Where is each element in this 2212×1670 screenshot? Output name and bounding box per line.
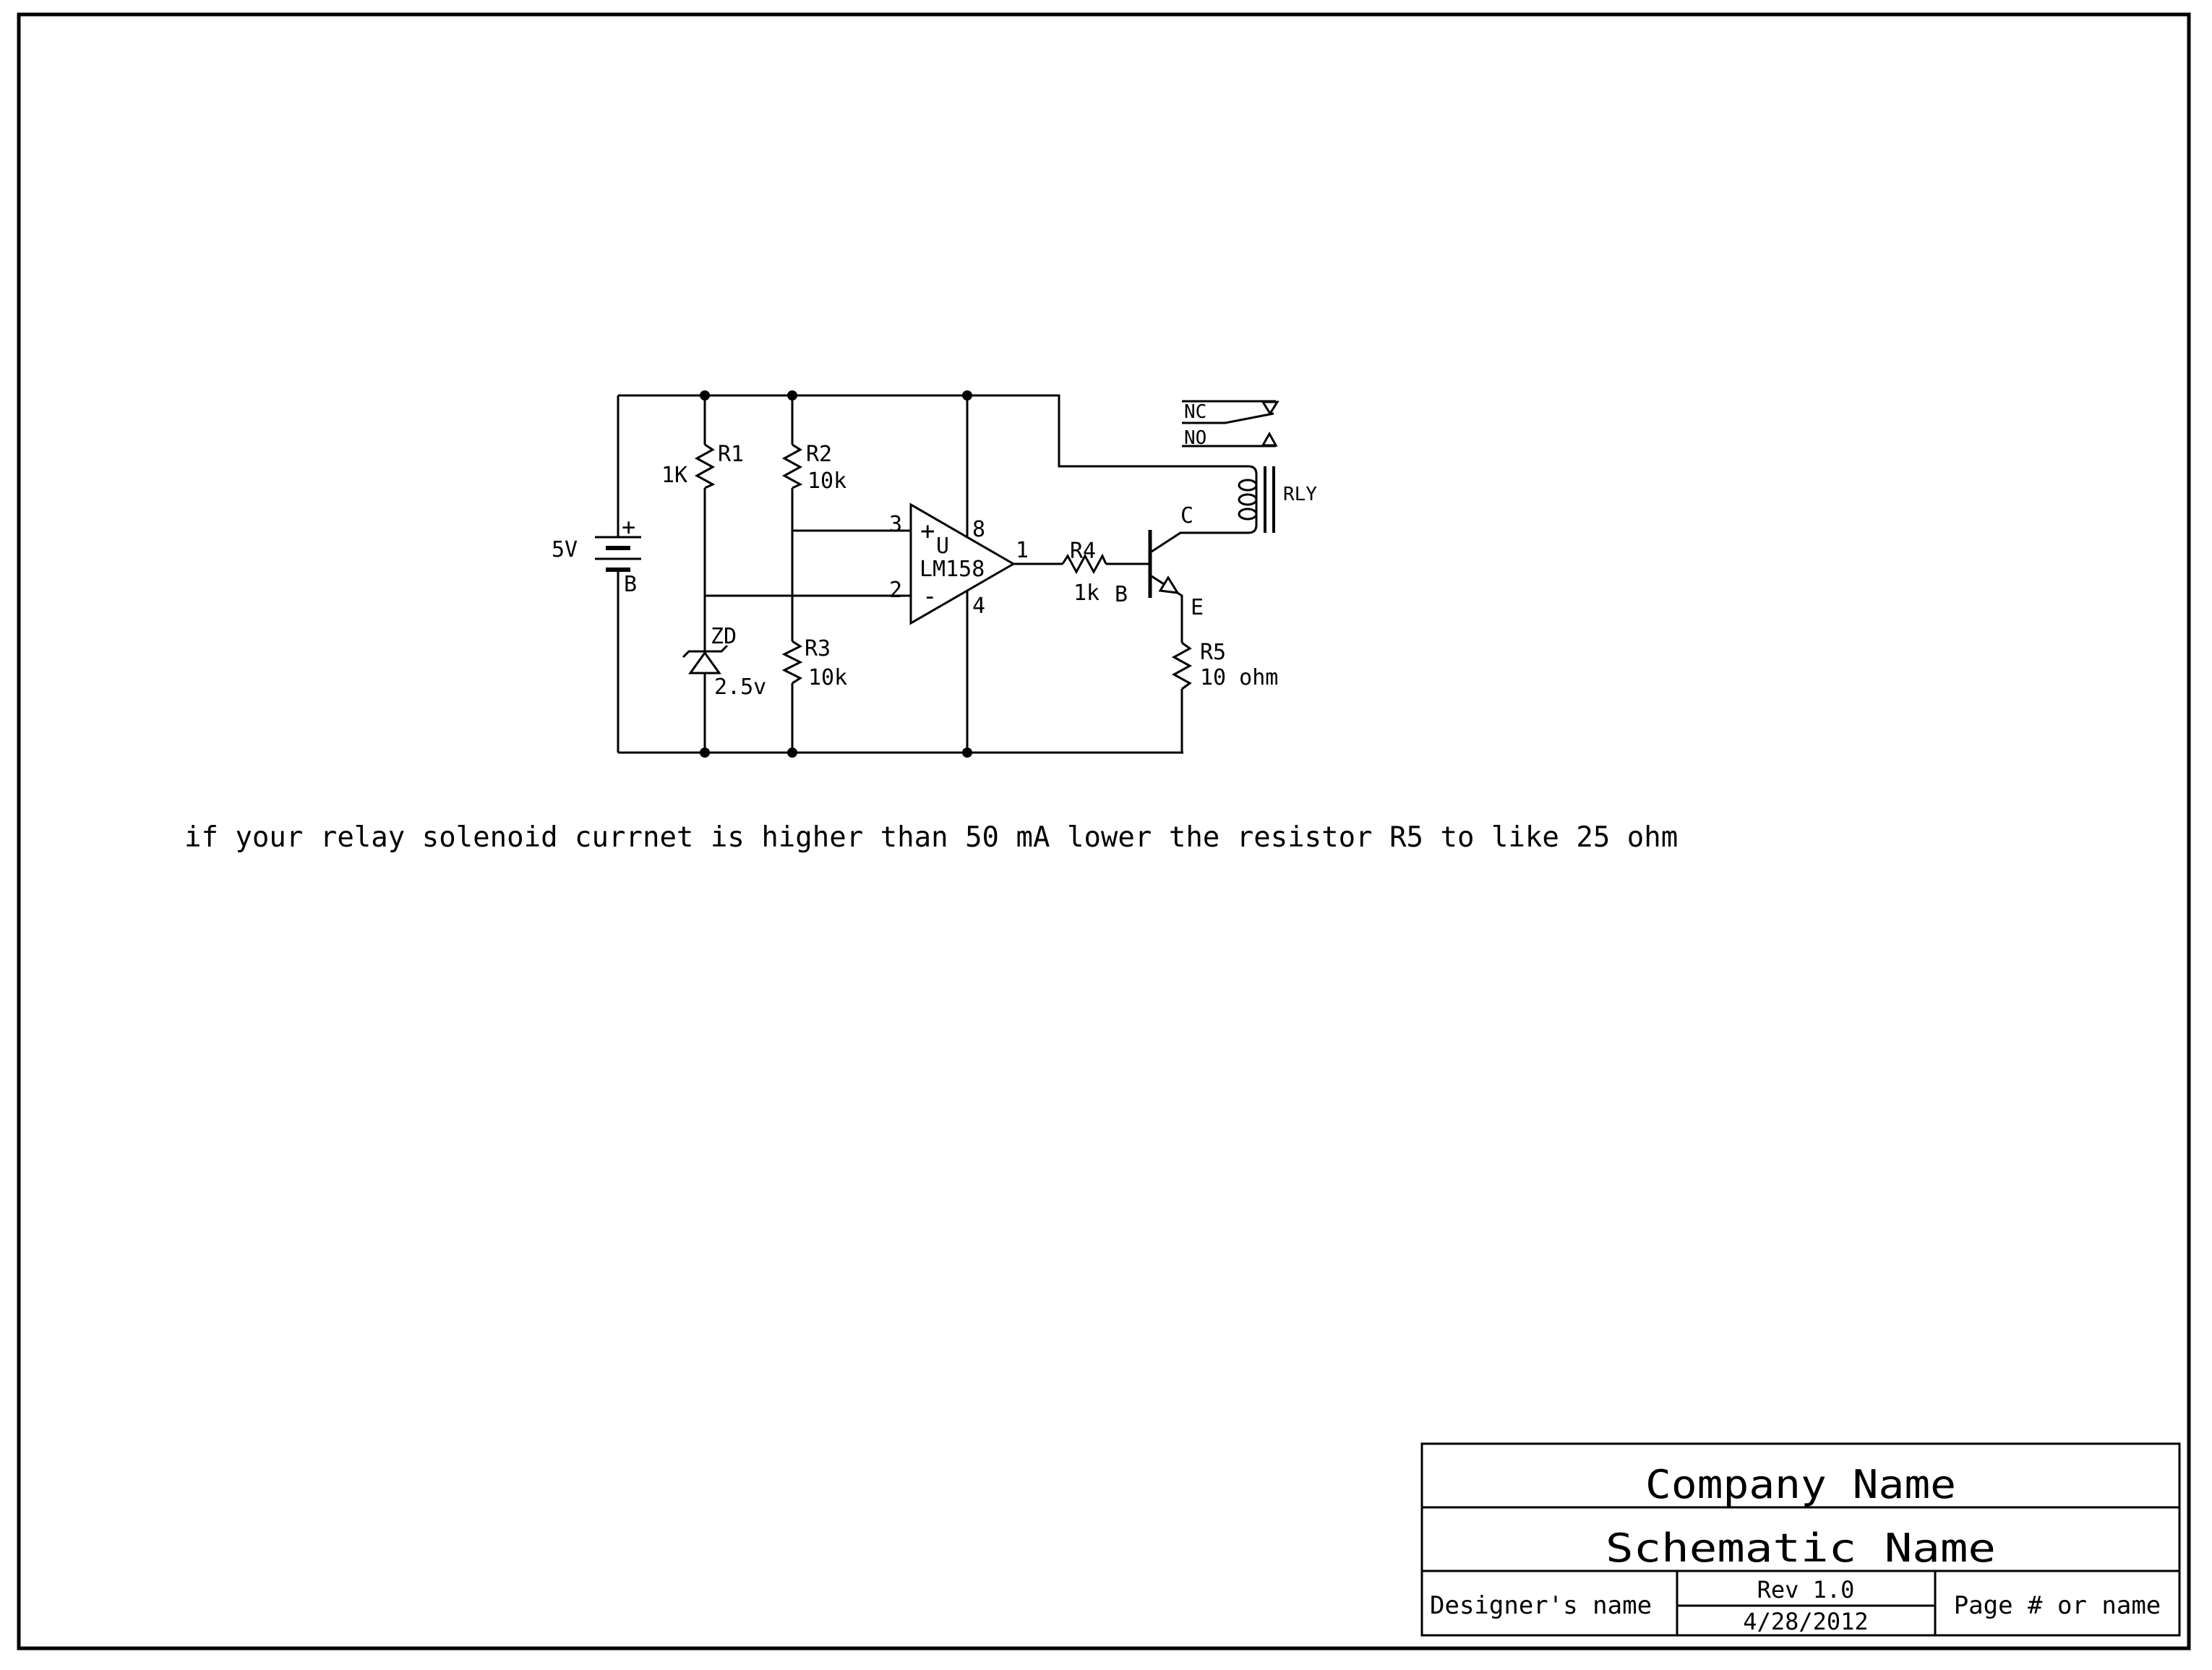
opamp-inverting-sign: - [922, 582, 938, 611]
transistor-emitter-label: E [1191, 595, 1204, 620]
page-label: Page # or name [1953, 1591, 2161, 1620]
resistor-r1-ref: R1 [718, 442, 745, 467]
opamp-pin8-label: 8 [972, 517, 986, 542]
designer-name: Designer's name [1430, 1591, 1652, 1620]
transistor-base-label: B [1115, 582, 1128, 607]
opamp-noninverting-sign: + [920, 517, 935, 546]
resistor-r4-value: 1k [1073, 581, 1100, 606]
resistor-r1 [661, 442, 744, 488]
date-label: 4/28/2012 [1743, 1608, 1869, 1635]
junction-dot [787, 390, 797, 401]
relay-coil-loop [1239, 509, 1256, 519]
zener-diode [683, 624, 766, 700]
relay-ref-label: RLY [1283, 484, 1317, 505]
opamp-pin2-label: 2 [889, 578, 903, 603]
junction-dot [962, 748, 972, 758]
company-name: Company Name [1645, 1462, 1956, 1507]
resistor-r2-value: 10k [807, 468, 847, 494]
battery [552, 513, 641, 597]
opamp-designator: U [936, 534, 950, 559]
opamp-pin4-label: 4 [972, 594, 986, 619]
zener-value: 2.5v [714, 675, 767, 700]
battery-designator-label: B [624, 572, 638, 597]
transistor [1115, 503, 1204, 620]
resistor-r3-zigzag [784, 641, 800, 683]
resistor-r2-zigzag [784, 445, 800, 488]
title-block [1422, 1444, 2179, 1635]
relay-no-label: NO [1184, 427, 1207, 449]
resistor-r1-zigzag [697, 445, 713, 488]
transistor-emitter-arrow [1160, 578, 1178, 593]
relay-nc-contact-triangle [1263, 402, 1277, 414]
opamp-pin3-label: 3 [889, 512, 903, 537]
resistor-r5-value: 10 ohm [1200, 665, 1279, 690]
relay-no-contact-triangle [1263, 434, 1276, 445]
junction-dot [962, 390, 972, 401]
opamp-part-number: LM158 [919, 557, 985, 582]
battery-voltage-label: 5V [552, 537, 578, 562]
relay-contacts [1182, 401, 1277, 449]
opamp-pin1-label: 1 [1016, 538, 1029, 563]
circuit [552, 390, 1317, 758]
relay-nc-label: NC [1184, 401, 1207, 423]
junction-dot [787, 748, 797, 758]
junction-dot [700, 748, 710, 758]
opamp [889, 505, 1029, 623]
zener-ref: ZD [711, 624, 737, 649]
resistor-r4 [1063, 539, 1106, 606]
relay-coil [1239, 466, 1317, 533]
schematic-name: Schematic Name [1606, 1525, 1996, 1571]
transistor-collector-label: C [1180, 503, 1194, 528]
resistor-r3 [784, 636, 847, 690]
resistor-r4-ref: R4 [1070, 539, 1097, 564]
resistor-r1-value: 1K [661, 463, 688, 488]
zener-anode-triangle [690, 653, 719, 673]
relay-coil-loop [1239, 494, 1256, 505]
revision-label: Rev 1.0 [1757, 1576, 1855, 1603]
battery-plus-label: + [622, 513, 636, 541]
relay-coil-loop [1239, 480, 1256, 490]
resistor-r5-zigzag [1174, 643, 1190, 689]
resistor-r3-ref: R3 [805, 636, 831, 661]
resistor-r5 [1174, 640, 1278, 690]
resistor-r2 [784, 442, 846, 494]
resistor-r3-value: 10k [808, 665, 848, 690]
resistor-r5-ref: R5 [1200, 640, 1227, 665]
junction-dot [700, 390, 710, 401]
resistor-r2-ref: R2 [806, 442, 833, 467]
note-text: if your relay solenoid currnet is higher than 50 mA lower the resistor R5 to like 25 ohm [184, 821, 1679, 854]
